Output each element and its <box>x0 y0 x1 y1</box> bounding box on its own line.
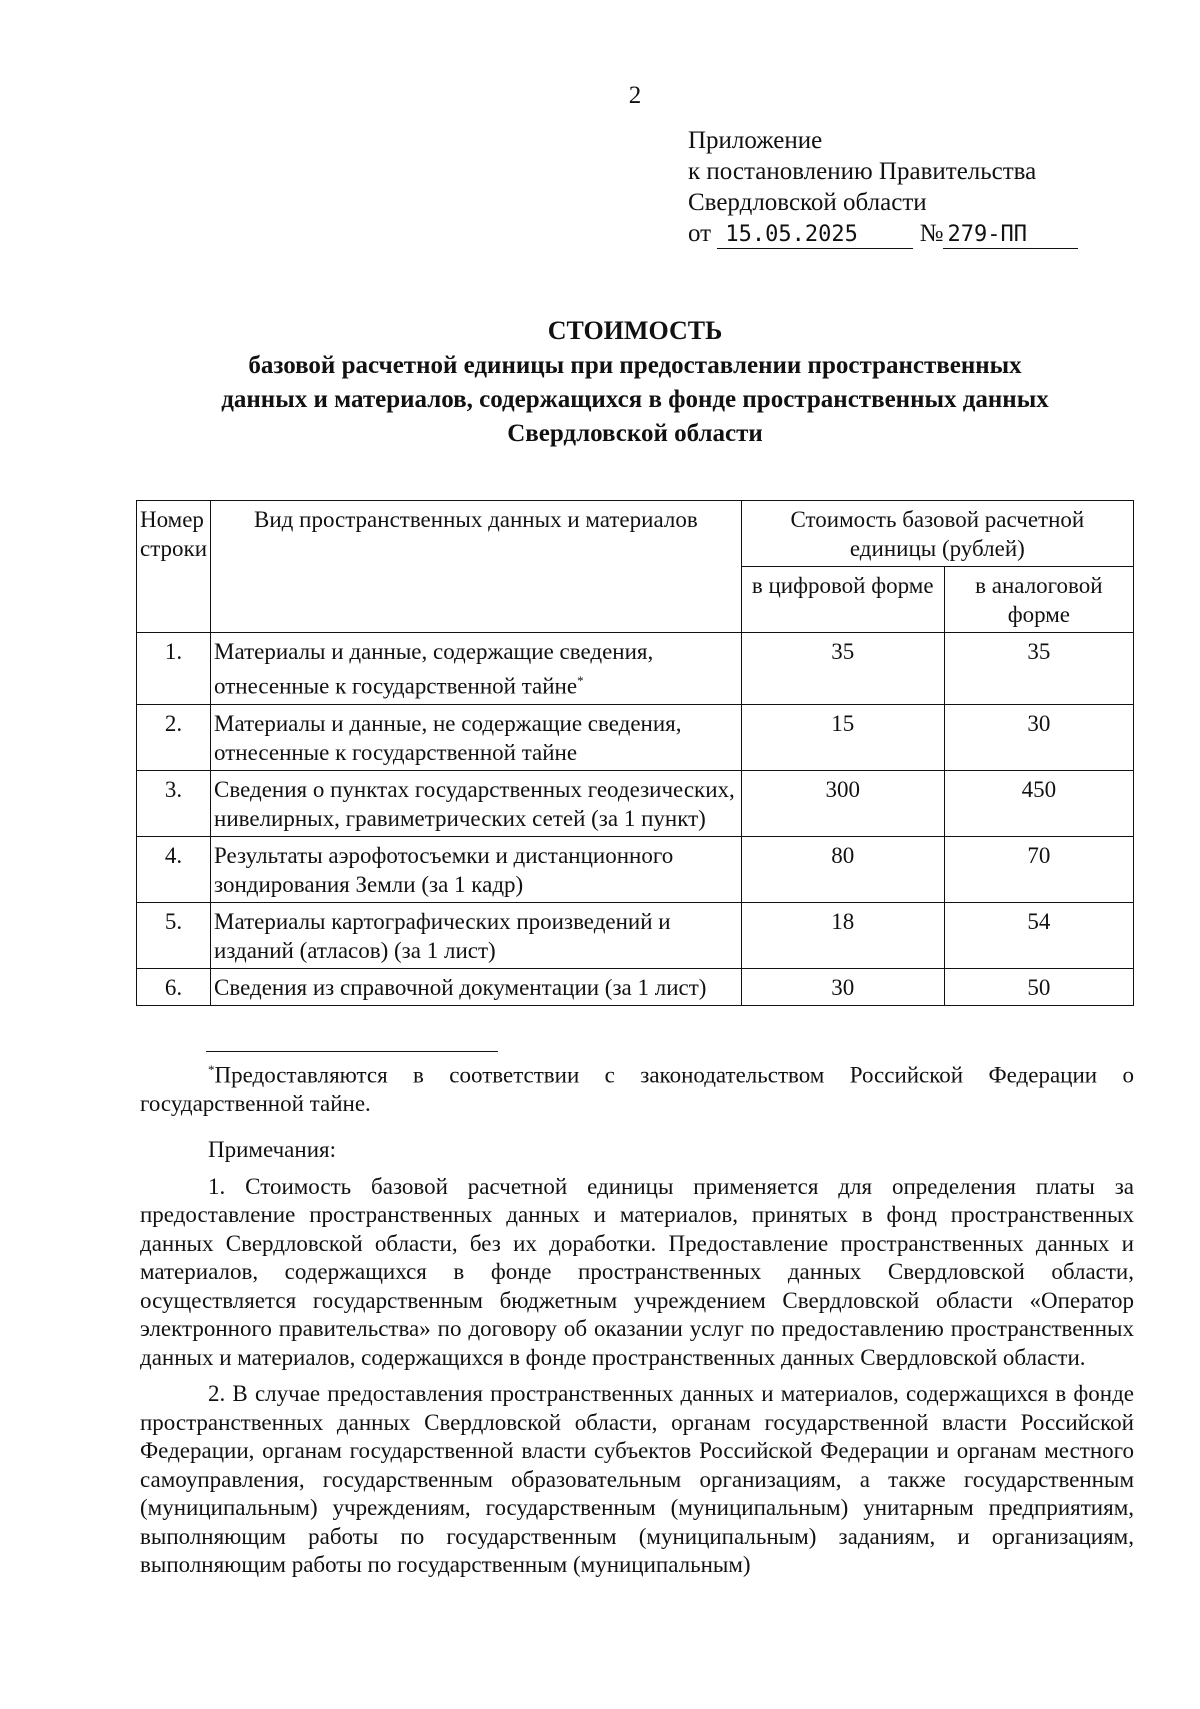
header-row-number: Номер строки <box>137 501 211 633</box>
footnote-mark: * <box>577 673 584 688</box>
row-analog-cost: 35 <box>944 633 1133 705</box>
row-digital-cost: 80 <box>741 836 944 902</box>
note-1: 1. Стоимость базовой расчетной единицы применяется для определения платы за предоставление пространственных данных и материалов, принятых в фонд пространственных данных Свердловской области, без их доработки. Предоставление пространственных данных и материалов, содержащихся в фонде пространственных данных Свердловской области, осуществляется государственным бюджетным учреждением Свердловской области «Оператор электронного правительства» по договору об оказании услуг по предоставлению пространственных данных и материалов, содержащихся в фонде пространственных данных Свердловской области. <box>140 1173 1134 1370</box>
row-number: 4. <box>137 836 211 902</box>
table-row <box>137 836 1134 902</box>
header-analog: в аналоговой форме <box>944 567 1133 633</box>
appendix-block <box>688 125 1078 249</box>
row-number: 5. <box>137 902 211 968</box>
row-name <box>211 633 742 705</box>
note-2: 2. В случае предоставления пространственных данных и материалов, содержащихся в фонде пространственных данных Свердловской области, органам государственной власти Российской Федерации, органам государственной власти субъектов Российской Федерации и органам местного самоуправления, государственным образовательным организациям, а также государственным (муниципальным) учреждениям, государственным (муниципальным) унитарным предприятиям, выполняющим работы по государственным (муниципальным) заданиям, и организациям, выполняющим работы по государственным (муниципальным) <box>140 1381 1134 1577</box>
appendix-line-2: к постановлению Правительства <box>688 158 1037 185</box>
footnote-mark: * <box>208 1062 215 1077</box>
title-line-1: базовой расчетной единицы при предоставлении пространственных <box>248 352 1022 379</box>
title-main: СТОИМОСТЬ <box>547 316 723 345</box>
footnote <box>140 1056 1134 1119</box>
row-number: 6. <box>137 968 211 1005</box>
title-line-2: данных и материалов, содержащихся в фонде пространственных данных <box>221 386 1049 413</box>
row-name: Результаты аэрофотосъемки и дистанционного зондирования Земли (за 1 кадр) <box>211 836 742 902</box>
row-name: Сведения о пунктах государственных геодезических, нивелирных, гравиметрических сетей (за 1 пункт) <box>211 770 742 836</box>
row-digital-cost: 18 <box>741 902 944 968</box>
row-number: 3. <box>137 770 211 836</box>
table-row <box>137 704 1134 770</box>
row-number: 2. <box>137 704 211 770</box>
number-prefix: № <box>919 220 944 247</box>
row-digital-cost: 35 <box>741 633 944 705</box>
decree-number: 279-ПП <box>943 222 1078 249</box>
title-line-3: Свердловской области <box>507 420 763 447</box>
row-analog-cost: 54 <box>944 902 1133 968</box>
row-name: Материалы и данные, не содержащие сведения, отнесенные к государственной тайне <box>211 704 742 770</box>
header-data-type: Вид пространственных данных и материалов <box>211 501 742 633</box>
notes-section <box>140 1136 1134 1580</box>
notes-heading: Примечания: <box>208 1137 336 1162</box>
appendix-line-1: Приложение <box>688 127 823 154</box>
price-table <box>136 500 1134 1006</box>
table-row <box>137 968 1134 1005</box>
document-title <box>160 313 1110 451</box>
row-digital-cost: 30 <box>741 968 944 1005</box>
row-number: 1. <box>137 633 211 705</box>
date-prefix: от <box>688 220 712 247</box>
page-number: 2 <box>628 82 642 109</box>
row-name-text: Материалы и данные, содержащие сведения, отнесенные к государственной тайне <box>214 639 654 699</box>
row-name: Сведения из справочной документации (за 1 лист) <box>211 968 742 1005</box>
row-analog-cost: 450 <box>944 770 1133 836</box>
header-cost: Стоимость базовой расчетной единицы (рублей) <box>741 501 1133 567</box>
footnote-divider <box>206 1051 498 1052</box>
footnote-text: Предоставляются в соответствии с законодательством Российской Федерации о государственной тайне. <box>140 1062 1134 1117</box>
table-header-row <box>137 501 1134 567</box>
row-digital-cost: 15 <box>741 704 944 770</box>
row-analog-cost: 50 <box>944 968 1133 1005</box>
decree-date: 15.05.2025 <box>717 222 913 249</box>
row-digital-cost: 300 <box>741 770 944 836</box>
row-name: Материалы картографических произведений и изданий (атласов) (за 1 лист) <box>211 902 742 968</box>
row-analog-cost: 30 <box>944 704 1133 770</box>
row-analog-cost: 70 <box>944 836 1133 902</box>
appendix-line-3: Свердловской области <box>688 189 927 216</box>
appendix-date-number-line <box>688 218 1078 249</box>
table-row <box>137 902 1134 968</box>
header-digital: в цифровой форме <box>741 567 944 633</box>
table-row <box>137 633 1134 705</box>
table-row <box>137 770 1134 836</box>
